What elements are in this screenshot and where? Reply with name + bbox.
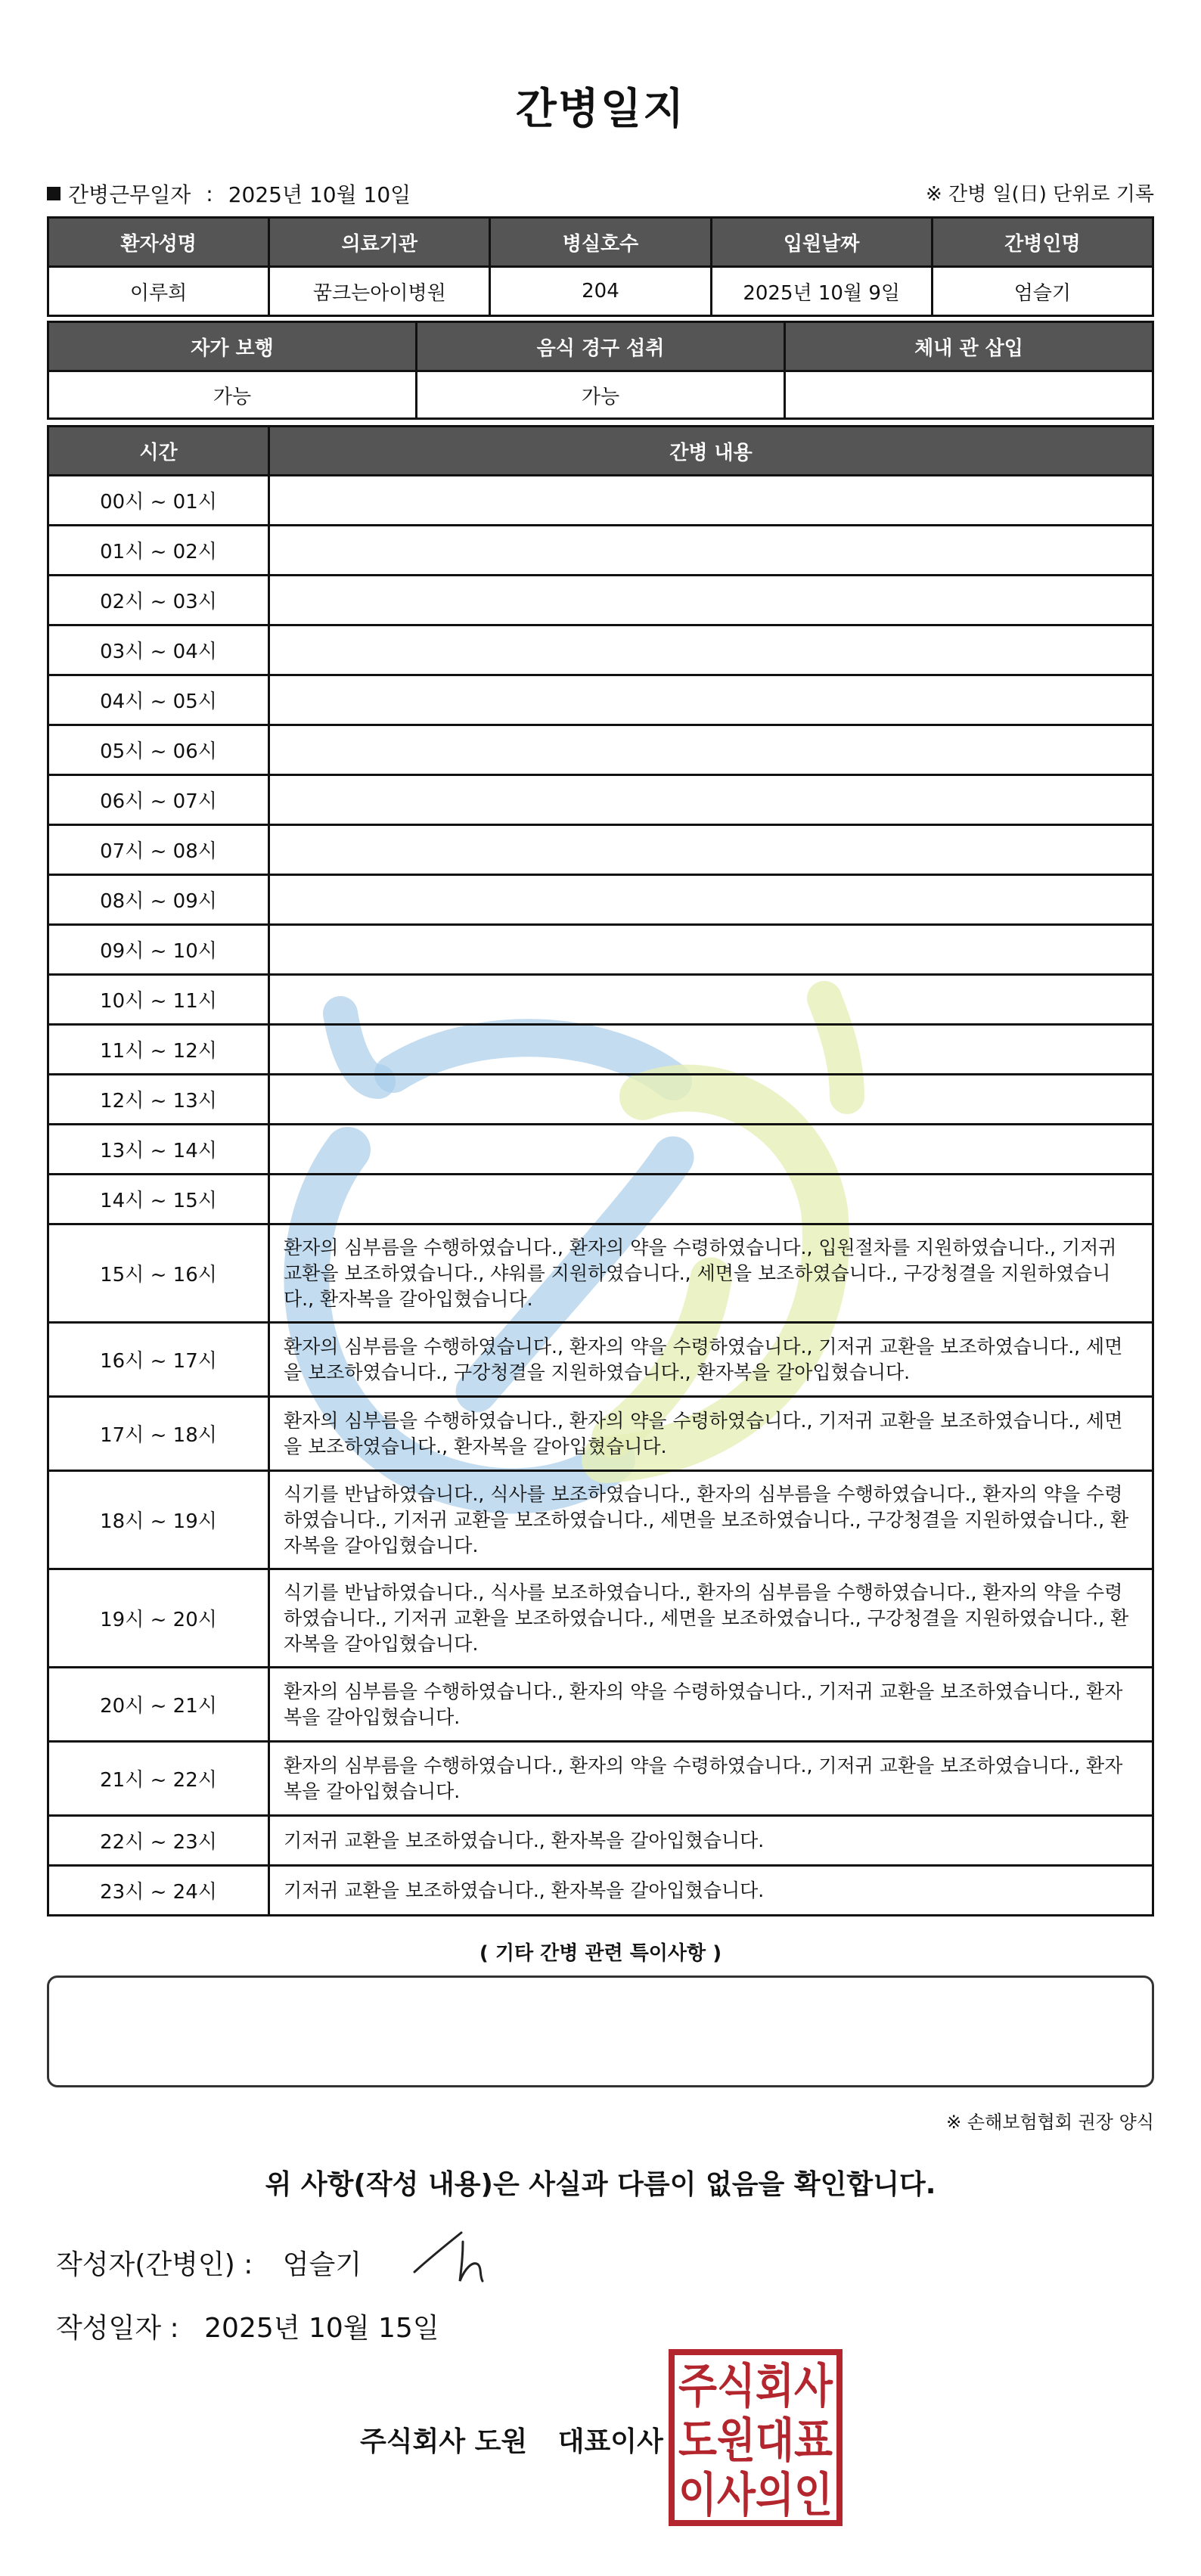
svg-text:도원대표: 도원대표: [678, 2413, 833, 2468]
patient-info-table: [47, 216, 1154, 317]
time-cell: 01시 ~ 02시: [48, 526, 269, 576]
table-row: [48, 725, 1153, 775]
special-notes-label: ( 기타 간병 관련 특이사항 ): [479, 1942, 722, 1965]
table-row: [48, 675, 1153, 725]
table-row: [48, 476, 1153, 526]
work-date: [47, 178, 411, 209]
care-content-cell: [269, 725, 1153, 775]
time-cell: 23시 ~ 24시: [48, 1866, 269, 1916]
table-row: [48, 267, 1153, 316]
table-row: [48, 1125, 1153, 1175]
care-content-cell: 식기를 반납하였습니다., 식사를 보조하였습니다., 환자의 심부름을 수행하였습니다., 환자의 약을 수령하였습니다., 기저귀 교환을 보조하였습니다., 세면을 보조하였습니다., 구강청결을 지원하였습니다., 환자복을 갈아입혔습니다.: [269, 1569, 1153, 1668]
table-row: [48, 825, 1153, 875]
association-note: ※ 손해보험협회 권장 양식: [946, 2112, 1154, 2133]
table-row: [48, 1224, 1153, 1323]
care-log-table: [47, 425, 1154, 1916]
patient-ability-table: [47, 321, 1154, 420]
header-patient-name: 환자성명: [48, 218, 269, 267]
work-date-sep: :: [206, 181, 213, 206]
header-self-walking: 자가 보행: [48, 322, 417, 371]
time-cell: 04시 ~ 05시: [48, 675, 269, 725]
time-cell: 05시 ~ 06시: [48, 725, 269, 775]
hospital-name: 꿈크는아이병원: [269, 267, 490, 316]
page-title: 간병일지: [515, 85, 686, 134]
care-content-cell: 식기를 반납하였습니다., 식사를 보조하였습니다., 환자의 심부름을 수행하였습니다., 환자의 약을 수령하였습니다., 기저귀 교환을 보조하였습니다., 세면을 보조하였습니다., 구강청결을 지원하였습니다., 환자복을 갈아입혔습니다.: [269, 1471, 1153, 1569]
table-row: [48, 1471, 1153, 1569]
time-cell: 17시 ~ 18시: [48, 1397, 269, 1471]
care-content-cell: [269, 476, 1153, 526]
table-row: [48, 1397, 1153, 1471]
table-row: [48, 576, 1153, 625]
time-cell: 03시 ~ 04시: [48, 625, 269, 675]
work-date-label: 간병근무일자: [68, 182, 191, 207]
written-date-label: 작성일자 :: [56, 2313, 179, 2344]
care-content-cell: 환자의 심부름을 수행하였습니다., 환자의 약을 수령하였습니다., 입원절차를 지원하였습니다., 기저귀 교환을 보조하였습니다., 샤워를 지원하였습니다., 세면을 보조하였습니다., 구강청결을 지원하였습니다., 환자복을 갈아입혔습니다.: [269, 1224, 1153, 1323]
care-content-cell: 환자의 심부름을 수행하였습니다., 환자의 약을 수령하였습니다., 기저귀 교환을 보조하였습니다., 세면을 보조하였습니다., 환자복을 갈아입혔습니다.: [269, 1397, 1153, 1471]
time-cell: 21시 ~ 22시: [48, 1742, 269, 1816]
table-row: [48, 1668, 1153, 1742]
company-line: [360, 2420, 663, 2459]
table-row: [48, 1075, 1153, 1125]
care-content-cell: [269, 1075, 1153, 1125]
writer-line: [56, 2243, 362, 2282]
time-cell: 16시 ~ 17시: [48, 1323, 269, 1397]
special-notes-box: [47, 1975, 1154, 2087]
time-cell: 06시 ~ 07시: [48, 775, 269, 825]
table-row: [48, 1569, 1153, 1668]
time-cell: 11시 ~ 12시: [48, 1025, 269, 1075]
table-header-row: [48, 427, 1153, 476]
care-content-cell: [269, 625, 1153, 675]
tube-insertion-value: [785, 371, 1153, 419]
table-row: [48, 1175, 1153, 1224]
self-walking-value: 가능: [48, 371, 417, 419]
care-content-cell: [269, 875, 1153, 925]
table-row: [48, 625, 1153, 675]
time-cell: 07시 ~ 08시: [48, 825, 269, 875]
time-cell: 15시 ~ 16시: [48, 1224, 269, 1323]
care-content-cell: [269, 576, 1153, 625]
caregiver-name: 엄슬기: [932, 267, 1153, 316]
bullet-square-icon: [47, 187, 61, 200]
time-cell: 12시 ~ 13시: [48, 1075, 269, 1125]
table-header-row: [48, 218, 1153, 267]
table-row: [48, 875, 1153, 925]
time-cell: 00시 ~ 01시: [48, 476, 269, 526]
written-date-line: [56, 2307, 439, 2345]
care-content-cell: [269, 1125, 1153, 1175]
care-content-cell: [269, 975, 1153, 1025]
table-row: [48, 1816, 1153, 1866]
company-role: 대표이사: [557, 2426, 663, 2457]
care-content-cell: 환자의 심부름을 수행하였습니다., 환자의 약을 수령하였습니다., 기저귀 교환을 보조하였습니다., 환자복을 갈아입혔습니다.: [269, 1742, 1153, 1816]
header-admission-date: 입원날짜: [711, 218, 932, 267]
table-row: [48, 975, 1153, 1025]
time-cell: 20시 ~ 21시: [48, 1668, 269, 1742]
time-cell: 10시 ~ 11시: [48, 975, 269, 1025]
unit-note: ※ 간병 일(日) 단위로 기록: [925, 183, 1154, 206]
table-row: [48, 1742, 1153, 1816]
patient-name: 이루희: [48, 267, 269, 316]
table-header-row: [48, 322, 1153, 371]
signature: [408, 2227, 499, 2287]
table-row: [48, 526, 1153, 576]
confirmation-statement: 위 사항(작성 내용)은 사실과 다름이 없음을 확인합니다.: [265, 2169, 936, 2200]
time-cell: 13시 ~ 14시: [48, 1125, 269, 1175]
time-cell: 18시 ~ 19시: [48, 1471, 269, 1569]
header-tube-insertion: 체내 관 삽입: [785, 322, 1153, 371]
table-row: [48, 371, 1153, 419]
care-content-cell: [269, 1025, 1153, 1075]
table-row: [48, 1866, 1153, 1916]
svg-text:주식회사: 주식회사: [678, 2358, 833, 2413]
care-content-cell: [269, 775, 1153, 825]
care-content-cell: 기저귀 교환을 보조하였습니다., 환자복을 갈아입혔습니다.: [269, 1866, 1153, 1916]
care-content-cell: [269, 526, 1153, 576]
care-content-cell: [269, 825, 1153, 875]
table-row: [48, 1025, 1153, 1075]
header-oral-intake: 음식 경구 섭취: [417, 322, 785, 371]
care-content-cell: [269, 1175, 1153, 1224]
header-time: 시간: [48, 427, 269, 476]
time-cell: 08시 ~ 09시: [48, 875, 269, 925]
writer-name: 엄슬기: [282, 2249, 362, 2280]
header-hospital: 의료기관: [269, 218, 490, 267]
care-content-cell: 환자의 심부름을 수행하였습니다., 환자의 약을 수령하였습니다., 기저귀 교환을 보조하였습니다., 세면을 보조하였습니다., 구강청결을 지원하였습니다., 환자복을 갈아입혔습니다.: [269, 1323, 1153, 1397]
company-name: 주식회사 도원: [360, 2426, 528, 2457]
oral-intake-value: 가능: [417, 371, 785, 419]
writer-label: 작성자(간병인) :: [56, 2249, 253, 2280]
header-caregiver: 간병인명: [932, 218, 1153, 267]
table-row: [48, 925, 1153, 975]
care-content-cell: 기저귀 교환을 보조하였습니다., 환자복을 갈아입혔습니다.: [269, 1816, 1153, 1866]
header-room: 병실호수: [490, 218, 711, 267]
written-date-value: 2025년 10월 15일: [204, 2313, 439, 2344]
care-content-cell: [269, 925, 1153, 975]
care-content-cell: [269, 675, 1153, 725]
room-number: 204: [490, 267, 711, 316]
header-care-content: 간병 내용: [269, 427, 1153, 476]
table-row: [48, 1323, 1153, 1397]
time-cell: 02시 ~ 03시: [48, 576, 269, 625]
time-cell: 09시 ~ 10시: [48, 925, 269, 975]
table-row: [48, 775, 1153, 825]
company-seal-stamp: [669, 2349, 843, 2526]
work-date-value: 2025년 10월 10일: [228, 182, 411, 207]
admission-date: 2025년 10월 9일: [711, 267, 932, 316]
care-content-cell: 환자의 심부름을 수행하였습니다., 환자의 약을 수령하였습니다., 기저귀 교환을 보조하였습니다., 환자복을 갈아입혔습니다.: [269, 1668, 1153, 1742]
time-cell: 22시 ~ 23시: [48, 1816, 269, 1866]
svg-text:이사의인: 이사의인: [678, 2467, 833, 2522]
time-cell: 19시 ~ 20시: [48, 1569, 269, 1668]
time-cell: 14시 ~ 15시: [48, 1175, 269, 1224]
